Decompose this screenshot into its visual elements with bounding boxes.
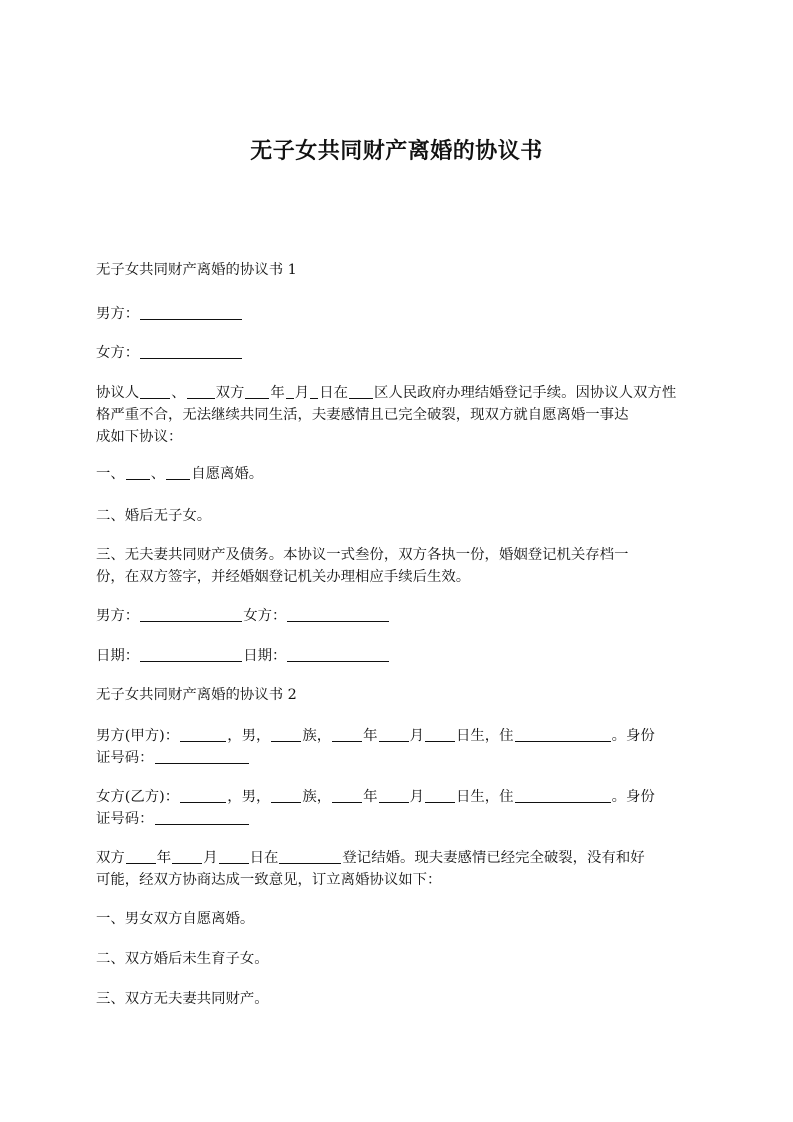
blank [140,384,170,399]
item-text: 月 [409,728,424,744]
blank [332,727,362,742]
item-text: ，男， [227,728,271,744]
sign-label: 女方： [243,608,287,624]
blank [379,788,409,803]
blank [287,607,389,622]
female-name-blank [140,344,242,359]
item-text: 族， [302,789,332,805]
agreement1-item3-line2: 份，在双方签字，并经婚姻登记机关办理相应手续后生效。 [96,569,471,585]
item-text: ，男， [227,789,271,805]
blank [286,384,294,399]
item-text: 、 [150,466,166,482]
agreement2-female-line2 [96,808,692,830]
agreement2-both-line2: 可能，经双方协商达成一致意见，订立离婚协议如下： [96,872,442,888]
item-text: 月 [203,850,218,866]
item-text: 月 [409,789,424,805]
item-text: 日生，住 [455,789,514,805]
intro-text: 协议人 [96,385,140,401]
male-name-blank [140,305,242,320]
intro-text: 、 [171,385,186,401]
blank [180,788,226,803]
blank [425,788,455,803]
blank [349,384,373,399]
agreement1-intro-line1 [96,382,692,404]
female-label: 女方： [96,345,140,361]
item-text: 族， [302,728,332,744]
blank [379,727,409,742]
item-text: 。身份 [611,789,655,805]
blank [126,465,150,480]
date-label: 日期： [96,648,140,664]
agreement2-item1: 一、男女双方自愿离婚。 [96,911,255,927]
blank [515,788,611,803]
agreement1-sign-line [96,605,692,627]
blank [166,465,190,480]
id-label: 证号码： [96,811,154,827]
agreement1-female-line [96,342,692,364]
blank [425,727,455,742]
item-text: 年 [363,728,378,744]
agreement1-intro-line3: 成如下协议： [96,429,183,445]
blank [332,788,362,803]
blank [172,849,202,864]
male-label: 男方(甲方)： [96,728,180,744]
blank [279,849,341,864]
id-label: 证号码： [96,750,154,766]
intro-text: 年 [270,385,285,401]
blank [271,788,301,803]
sign-label: 男方： [96,608,140,624]
blank [515,727,611,742]
intro-text: 日在 [319,385,348,401]
agreement2-male-line1 [96,725,692,747]
agreement1-heading: 无子女共同财产离婚的协议书 1 [96,262,297,278]
agreement2-male-line2 [96,747,692,769]
item-text: 。身份 [611,728,655,744]
blank [126,849,156,864]
agreement1-date-line [96,645,692,667]
item-text: 双方 [96,850,125,866]
blank [271,727,301,742]
document-title: 无子女共同财产离婚的协议书 [250,139,543,164]
agreement2-item3: 三、双方无夫妻共同财产。 [96,991,269,1007]
agreement1-item3-line1: 三、无夫妻共同财产及债务。本协议一式叁份，双方各执一份，婚姻登记机关存档一 [96,547,629,563]
agreement1-male-line [96,303,692,325]
blank [310,384,318,399]
agreement1-item1 [96,463,692,485]
intro-text: 双方 [215,385,245,401]
item-text: 日在 [249,850,279,866]
item-text: 日生，住 [455,728,514,744]
agreement2-both-line1 [96,847,692,869]
male-label: 男方： [96,306,140,322]
agreement1-intro-line2: 格严重不合，无法继续共同生活，夫妻感情且已完全破裂，现双方就自愿离婚一事达 [96,407,629,423]
item-text: 年 [156,850,172,866]
blank [219,849,249,864]
item-text: 登记结婚。现夫妻感情已经完全破裂，没有和好 [342,850,645,866]
date-label: 日期： [243,648,287,664]
agreement2-item2: 二、双方婚后未生育子女。 [96,951,269,967]
intro-text: 月 [294,385,310,401]
blank [287,647,389,662]
intro-text: 区人民政府办理结婚登记手续。因协议人双方性 [374,385,677,401]
female-label: 女方(乙方)： [96,789,180,805]
item-text: 一、 [96,466,125,482]
blank [140,607,242,622]
blank [187,384,215,399]
blank [155,749,249,764]
agreement2-female-line1 [96,786,692,808]
blank [245,384,269,399]
agreement2-heading: 无子女共同财产离婚的协议书 2 [96,687,297,703]
item-text: 自愿离婚。 [191,466,264,482]
blank [155,810,249,825]
agreement1-item2: 二、婚后无子女。 [96,508,212,524]
item-text: 年 [363,789,378,805]
blank [180,727,226,742]
blank [140,647,242,662]
